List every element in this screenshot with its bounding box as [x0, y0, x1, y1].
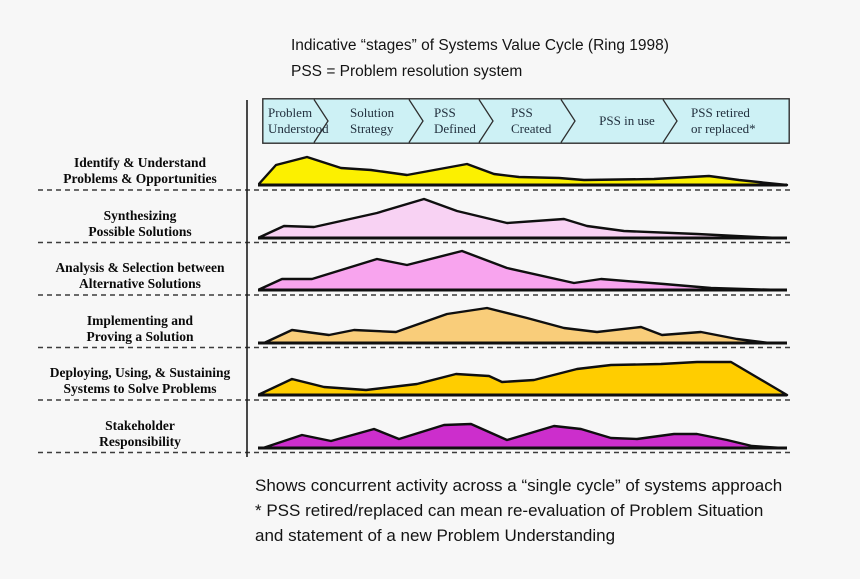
footer-line: * PSS retired/replaced can mean re-evaluation of Problem Situation [255, 501, 764, 520]
row-label-3: Analysis & Selection between Alternative Solutions [55, 260, 225, 291]
footer-line: and statement of a new Problem Understanding [255, 526, 616, 545]
activity-profile-chart-2 [258, 194, 790, 240]
row-label-2: Synthesizing Possible Solutions [88, 207, 192, 239]
activity-profile-chart-1 [258, 141, 790, 187]
activity-area [263, 424, 782, 448]
page-title: Indicative “stages” of Systems Value Cycle (Ring 1998) [291, 37, 669, 54]
stage-label-1: Problem Understood [268, 105, 329, 136]
activity-area [258, 362, 787, 395]
activity-area [258, 199, 777, 238]
page-subtitle: PSS = Problem resolution system [291, 63, 523, 80]
activity-profile-chart-3 [258, 246, 790, 292]
footer-block [255, 473, 782, 548]
row-label-4: Implementing and Proving a Solution [86, 312, 194, 344]
stage-label-6: PSS retired or replaced* [691, 105, 756, 136]
activity-area [258, 251, 779, 290]
row-label-1: Identify & Understand Problems & Opportunities [63, 155, 217, 186]
activity-profile-chart-5 [258, 351, 790, 397]
activity-profile-chart-6 [258, 404, 790, 450]
row-label-6: Stakeholder Responsibility [99, 417, 181, 449]
stage-label-5: PSS in use [599, 113, 655, 128]
stage-label-2: Solution Strategy [350, 105, 395, 136]
activity-area [264, 308, 769, 343]
stage-label-3: PSS Defined [434, 105, 476, 136]
activity-area [258, 157, 787, 185]
activity-profile-chart-4 [258, 299, 790, 345]
row-label-5: Deploying, Using, & Sustaining Systems to Solve Problems [49, 365, 231, 396]
stage-label-4: PSS Created [511, 105, 552, 136]
footer-line: Shows concurrent activity across a “single cycle” of systems approach [255, 476, 783, 495]
